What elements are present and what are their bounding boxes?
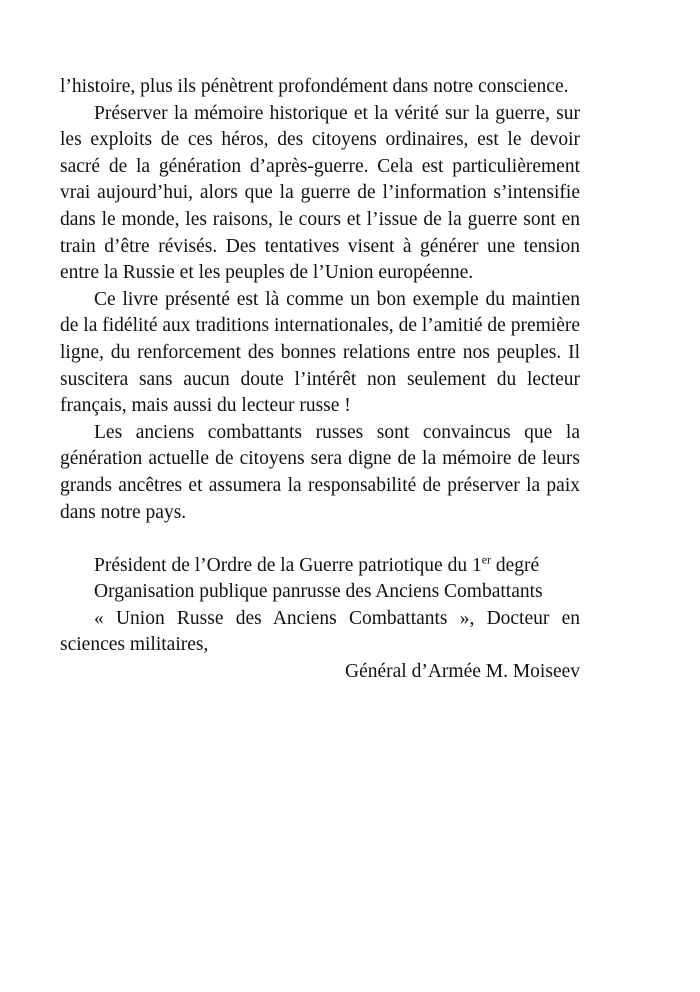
- signature-union-title: « Union Russe des Anciens Combattants », Docteur en sciences militaires,: [60, 607, 580, 656]
- signature-title-text: Président de l’Ordre de la Guerre patriotique du 1: [94, 554, 482, 576]
- paragraph-book-example: Ce livre présenté est là comme un bon exemple du maintien de la fidélité aux traditions internationales, de l’amitié de première ligne, du renforcement des bonnes relations entre nos peuples. Il suscitera sans aucun doute l’intérêt non seulement du lecteur français, mais aussi du lecteur russe !: [60, 288, 580, 417]
- paragraph-veterans: Les anciens combattants russes sont convaincus que la génération actuelle de citoyens sera digne de la mémoire de leurs grands ancêtres et assumera la responsabilité de préserver la paix dans notre pays.: [60, 421, 580, 523]
- signature-superscript: er: [481, 552, 492, 567]
- signature-name: Général d’Armée M. Moiseev: [345, 661, 580, 683]
- paragraph-continuation: l’histoire, plus ils pénètrent profondément dans notre conscience.: [60, 76, 569, 97]
- signature-title-suffix: degré: [491, 554, 540, 576]
- signature-organisation: Organisation publique panrusse des Anciens Combattants: [94, 581, 543, 603]
- signature-block: [60, 553, 580, 686]
- signature-title: [60, 553, 580, 580]
- body-text: [60, 74, 580, 686]
- paragraph-historical-memory: Préserver la mémoire historique et la vérité sur la guerre, sur les exploits de ces héros, des citoyens ordinaires, est le devoir sacré de la génération d’après-guerre. Cela est particulièrement vrai aujourd’hui, alors que la guerre de l’information s’intensifie dans le monde, les raisons, le cours et l’issue de la guerre sont en train d’être révisés. Des tentatives visent à générer une tension entre la Russie et les peuples de l’Union européenne.: [60, 102, 580, 284]
